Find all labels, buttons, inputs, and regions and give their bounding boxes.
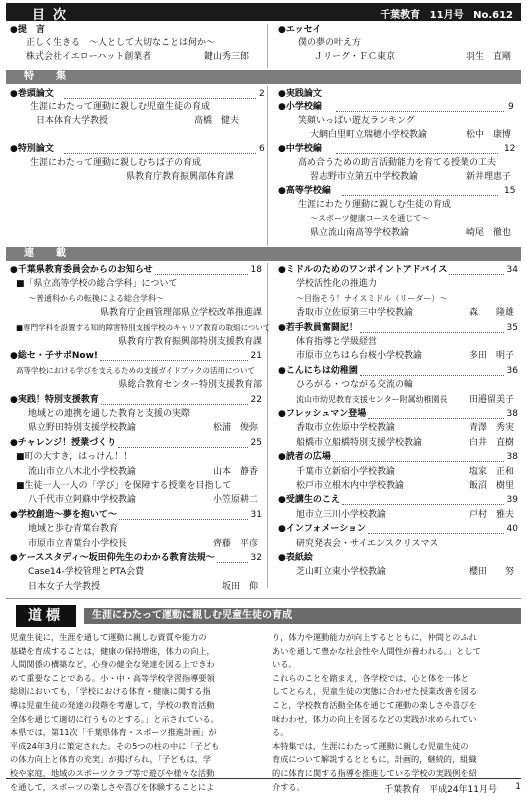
toc-entry: ■生徒一人一人の「学び」を保障する授業を目指して — [16, 481, 232, 491]
editorial-line: これらのことを踏まえ，各学校では，心と体を一体と — [272, 672, 469, 683]
leader-dots — [155, 267, 248, 275]
tokubetsu-page: 6 — [259, 144, 265, 154]
teigen-affiliation: 株式会社イエローハット創業者 — [26, 52, 152, 62]
leader-dots — [119, 512, 248, 520]
toc-entry: 流山市立八木北小学校教諭 — [28, 466, 137, 477]
tokubetsu-label: ●特別論文 — [10, 144, 54, 154]
toc-entry[interactable]: ●ケーススタディ〜坂田仰先生のわかる教育法規〜 — [10, 553, 215, 563]
essay-title[interactable]: 僕の夢の叶え方 — [298, 38, 362, 48]
editorial-line: 介する。 — [272, 781, 305, 792]
author-name: 白井 直樹 — [468, 437, 514, 448]
editorial-line: 総則においても，「学校における体育・健康に関する指 — [10, 686, 211, 697]
toc-entry: ■専門学科を設置する知的障害特別支援学校のキャリア教育の取組について — [16, 322, 271, 332]
author-name: 戸村 雅夫 — [468, 509, 514, 520]
editorial-line: 本特集では，生涯にわたって運動に親しむ児童生徒の — [272, 740, 469, 751]
editorial-line: を通して，スポーツの楽しさや喜びを体験することによ — [10, 781, 215, 792]
kantou-title[interactable]: 生涯にわたって運動に親しむ児童生徒の育成 — [30, 102, 211, 112]
author-name: 坂田 仰 — [221, 581, 258, 592]
editorial-line: してとらえ，児童生徒の実態に合わせた授業改善を図る — [272, 686, 478, 697]
divider — [267, 24, 268, 68]
toc-entry: 地域と歩む青葉台教育 — [28, 524, 119, 535]
kantou-author: 高橋 健夫 — [194, 116, 240, 126]
editorial-line: 児童生徒に，生涯を通して運動に親しむ資質や能力の — [10, 632, 207, 642]
editorial-line: 本県では，第11次「千葉県体育・スポーツ推進計画」が — [10, 727, 217, 738]
toc-entry: 県総合教育センター特別支援教育部 — [118, 380, 262, 391]
toc-entry: 市原市立青葉台小学校長 — [28, 538, 128, 549]
chu-label: ●中学校編 — [278, 144, 322, 154]
leader-dots — [100, 353, 248, 361]
toc-entry[interactable]: ●フレッシュマン登場 — [278, 409, 367, 419]
author-name: 齊藤 平彦 — [212, 538, 258, 549]
toc-entry[interactable]: ●こんにちは幼稚園 — [278, 365, 358, 376]
toc-entry[interactable]: ●インフォメーション — [278, 524, 367, 535]
header-bar — [6, 3, 521, 21]
toc-entry: 学校活性化の推進力 — [296, 279, 378, 290]
author-name: 森 隆雄 — [468, 308, 514, 319]
divider — [267, 263, 268, 588]
author-name: 田邉留美子 — [468, 394, 514, 405]
kantou-affiliation: 日本体育大学教授 — [36, 116, 109, 126]
sho-author: 松中 康博 — [466, 130, 512, 140]
page-number: 31 — [250, 509, 262, 520]
toc-entry: 高等学校における学びを支えるための支援ガイドブックの活用について — [16, 365, 255, 375]
teigen-author: 鍵山秀三郎 — [204, 52, 250, 62]
toc-entry[interactable]: ●若手教員奮闘記！ — [278, 322, 358, 333]
toc-entry: ひろがる・つながる交流の輪 — [296, 380, 414, 391]
leader-dots — [101, 397, 248, 405]
leader-dots — [368, 526, 504, 534]
footer — [6, 778, 521, 797]
editorial-line: 平成24年3月に策定された。その5つの柱の中に「子ども — [10, 740, 220, 751]
issue-month: 11月号 — [429, 10, 464, 21]
toc-entry: 船橋市立船橋特別支援学校教諭 — [296, 437, 423, 448]
toc-entry: 〜目指そう！ナイスミドル（リーダー）〜 — [296, 293, 448, 303]
toc-entry[interactable]: ●チャレンジ！授業づくり — [10, 437, 117, 448]
author-name: 小笠原耕二 — [212, 495, 258, 506]
leader-dots — [449, 267, 504, 275]
leader-dots — [336, 104, 504, 112]
editorial-line: こと，学校教育活動全体を通じて運動の楽しさや喜びを — [272, 699, 477, 710]
teigen-title[interactable]: 正しく生きる 〜人として大切なことは何か〜 — [26, 38, 216, 48]
editorial-body-right — [272, 631, 520, 794]
ko-page: 15 — [504, 186, 516, 196]
ko-title[interactable]: 生涯にわたり運動に親しむ生徒の育成 — [298, 200, 452, 210]
jissen-label: ●実践論文 — [278, 89, 322, 99]
ko-label: ●高等学校編 — [278, 186, 331, 196]
toc-entry: 体育指導と学級経営 — [296, 337, 378, 347]
essay-affiliation: Ｊリーグ・ＦＣ東京 — [314, 52, 396, 62]
toc-entry: 県教育庁教育振興部特別支援教育課 — [117, 337, 262, 347]
toc-entry: 県教育庁企画管理部県立学校改革推進課 — [99, 308, 262, 319]
magazine-name: 千葉教育 — [380, 10, 421, 21]
page-number: 22 — [250, 394, 262, 405]
leader-dots — [118, 440, 248, 448]
sho-label: ●小学校編 — [278, 102, 322, 112]
sho-title[interactable]: 笑顔いっぱい遊友ランキング — [298, 116, 415, 126]
chu-page: 12 — [504, 144, 516, 154]
section-band-tokushu: 特 集 — [6, 70, 521, 84]
chu-affiliation: 習志野市立第五中学校教諭 — [310, 172, 419, 182]
editorial-line: り，体力や運動能力が向上するとともに，仲間とのふれ — [272, 632, 477, 642]
toc-entry[interactable]: ●ミドルのためのワンポイントアドバイス — [278, 265, 448, 275]
chu-author: 新井理恵子 — [466, 172, 512, 182]
toc-entry[interactable]: ●千葉県教育委員会からのお知らせ — [10, 265, 153, 275]
author-name: 青澤 秀実 — [468, 423, 514, 434]
leader-dots — [342, 188, 498, 196]
page-number: 40 — [506, 524, 518, 535]
editorial-line: 的に体育に関する指導を推進している学校の実践例を紹 — [272, 767, 477, 778]
editorial-line: 全体を通じて適切に行うものとする。」と示されている。 — [10, 713, 219, 724]
editorial-line: 育成について解説するとともに，計画的，継続的，組織 — [272, 754, 477, 765]
toc-entry: 香取市立佐原第三中学校教諭 — [296, 308, 414, 319]
editorial-line: の体力向上と体育の充実」が掲げられ，「子どもは，学 — [10, 754, 212, 765]
toc-entry: 香取市立佐原中学校教諭 — [296, 423, 396, 434]
toc-entry: 市原市立ちはら台桜小学校教諭 — [296, 351, 423, 362]
editorial-line: る。 — [272, 727, 289, 738]
issue-number: No.612 — [473, 10, 513, 21]
leader-dots — [336, 146, 498, 154]
toc-entry: 八千代市立阿蘇中学校教諭 — [28, 495, 137, 506]
toc-entry: Case14-学校管理とPTA会費 — [28, 567, 145, 578]
page-number: 32 — [250, 553, 262, 563]
divider — [6, 598, 521, 599]
author-name: 塩家 正和 — [468, 466, 514, 477]
page-number: 25 — [250, 437, 262, 448]
page-number: 34 — [506, 265, 518, 275]
divider — [267, 86, 268, 246]
ko-subtitle: 〜スポーツ健康コースを通じて〜 — [310, 214, 430, 223]
toc-entry: 日本女子大学教授 — [28, 581, 101, 592]
page-number: 38 — [506, 409, 518, 419]
section-band-rensai: 連 載 — [6, 247, 521, 261]
toc-entry[interactable]: ●実践！特別支援教育 — [10, 394, 99, 405]
page-title: 目次 — [32, 8, 75, 23]
kantou-label: ●巻頭論文 — [10, 89, 54, 99]
page-number: 18 — [250, 265, 262, 275]
leader-dots — [64, 91, 256, 99]
sho-page: 9 — [508, 102, 514, 112]
toc-entry[interactable]: ●学校創造〜夢を抱いて〜 — [10, 509, 117, 520]
page-number: 39 — [506, 495, 518, 506]
editorial-line: 校や家庭，地域のスポーツクラブ等で遊びや様々な活動 — [10, 767, 215, 778]
toc-entry: 旭市立三川小学校教諭 — [296, 509, 387, 520]
author-name: 山本 静香 — [212, 466, 258, 477]
toc-entry: 研究発表会・サイエンスクリスマス — [296, 538, 439, 549]
toc-entry[interactable]: ●読者の広場 — [278, 452, 331, 463]
editorial-line: 基礎を育成することは，健康の保持増進，体力の向上， — [10, 645, 215, 656]
editorial-line: 味わわせ，体力の向上を図るなどの実践が求められてい — [272, 713, 477, 724]
leader-dots — [342, 497, 504, 505]
toc-entry: ■町の大すき，はっけん！！ — [16, 452, 133, 463]
page-number: 35 — [506, 322, 518, 333]
toc-entry: 流山市幼児教育支援センター附属幼稚園長 — [296, 394, 448, 404]
toc-entry: 千葉市立新宿小学校教諭 — [296, 466, 396, 477]
leader-dots — [360, 325, 504, 333]
essay-author: 羽生 直剛 — [466, 52, 512, 62]
issue-info — [380, 6, 513, 21]
page-number: 36 — [506, 365, 518, 376]
author-name: 飯沼 樹里 — [468, 481, 514, 491]
footer-text: 千葉教育 平成24年11月号 — [384, 785, 497, 795]
tokubetsu-affiliation: 県教育庁教育振興部体育課 — [126, 172, 235, 182]
page-number: 1 — [515, 782, 521, 792]
toc-entry[interactable]: ●表紙絵 — [278, 553, 313, 563]
toc-entry[interactable]: ●受講生のこえ — [278, 495, 340, 506]
ko-author: 崎尾 徹也 — [466, 228, 512, 238]
sho-affiliation: 大網白里町立瑞穂小学校教諭 — [310, 130, 428, 140]
editorial-line: 人間関係の構築など，心身の健全な発達を図る上できわ — [10, 659, 215, 670]
leader-dots — [333, 454, 504, 462]
page-number: 38 — [506, 452, 518, 463]
toc-entry: 松戸市立根木内中学校教諭 — [296, 481, 405, 491]
author-name: 櫻田 努 — [468, 567, 514, 578]
ko-affiliation: 県立流山南高等学校教諭 — [310, 228, 410, 238]
toc-entry: 〜普通科からの転換による総合学科〜 — [28, 293, 164, 303]
chu-title[interactable]: 高め合うための助言活動能力を育てる授業の工夫 — [298, 158, 497, 168]
page-number: 21 — [250, 351, 262, 362]
toc-entry: ■「県立高等学校の総合学科」について — [16, 279, 178, 290]
editorial-line: 導は児童生徒の発達の段階を考慮して，学校の教育活動 — [10, 699, 215, 710]
editorial-line: あいを通して豊かな社会性や人間性が養われる。」として — [272, 645, 481, 656]
kantou-page: 2 — [259, 89, 265, 99]
leader-dots — [360, 368, 504, 376]
author-name: 多田 明子 — [468, 351, 514, 362]
toc-entry: 芝山町立東小学校教諭 — [296, 567, 387, 578]
teigen-label: ●提 言 — [10, 25, 45, 35]
leader-dots — [64, 146, 256, 154]
toc-entry[interactable]: ●総セ・子サポNow! — [10, 351, 98, 362]
tokubetsu-title[interactable]: 生涯にわたって運動に親しむちば子の育成 — [30, 158, 202, 168]
toc-entry: 地域との連携を通した教育と支援の実際 — [28, 409, 191, 419]
leader-dots — [368, 411, 504, 419]
author-name: 松浦 俊弥 — [212, 423, 258, 434]
toc-entry: 県立野田特別支援学校教諭 — [28, 423, 137, 434]
essay-label: ●エッセイ — [278, 25, 322, 35]
leader-dots — [217, 555, 248, 563]
editorial-body-left — [10, 631, 260, 794]
editorial-label: 道標 — [16, 605, 76, 627]
editorial-title: 生涯にわたって運動に親しむ児童生徒の育成 — [84, 608, 521, 624]
editorial-line: めて重要なことである。小・中・高等学校学習指導要領 — [10, 672, 215, 683]
editorial-header — [6, 603, 521, 629]
editorial-line: いる。 — [272, 659, 297, 670]
